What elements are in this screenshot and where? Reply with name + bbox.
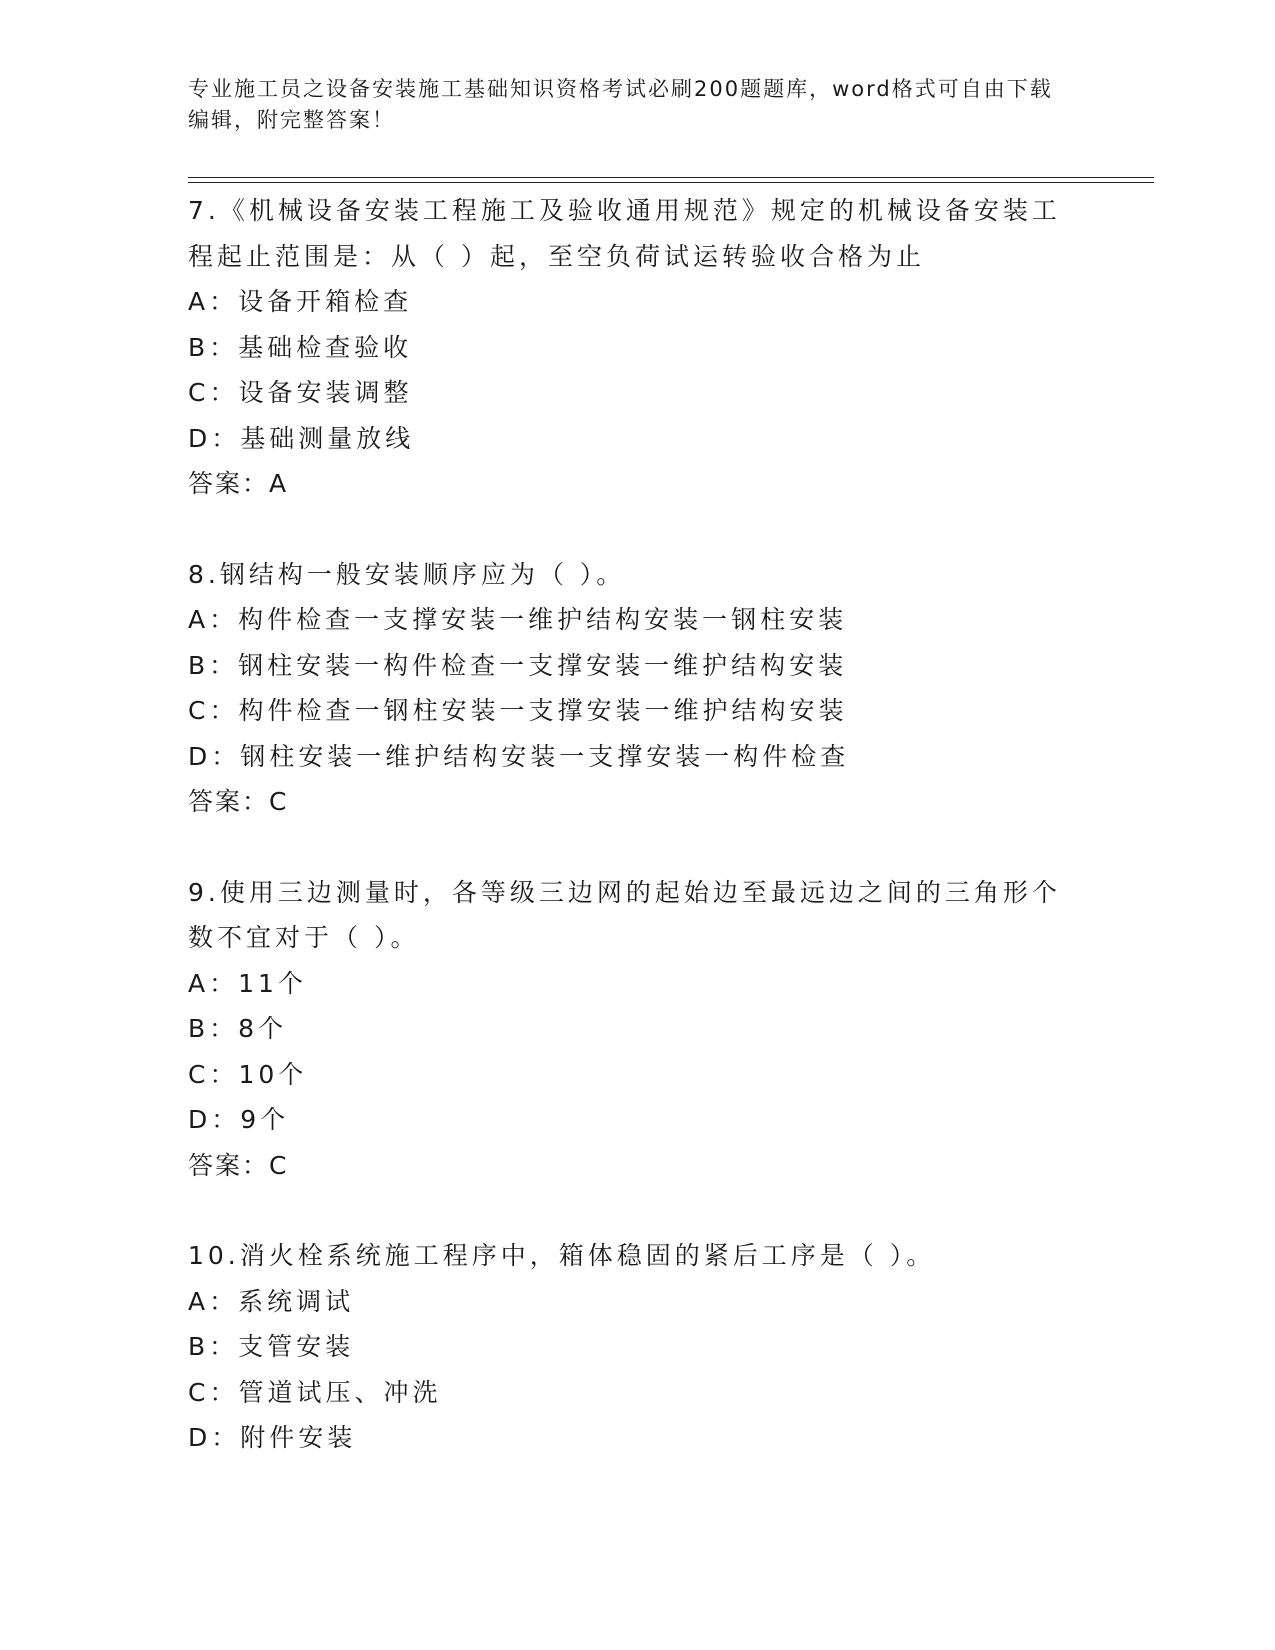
option-b: B：支管安装 xyxy=(188,1332,355,1361)
question-stem: 10.消火栓系统施工程序中，箱体稳固的紧后工序是（ ）。 xyxy=(188,1241,936,1270)
option-d: D：基础测量放线 xyxy=(188,423,415,453)
option-d: D：附件安装 xyxy=(188,1423,357,1452)
question-8 xyxy=(188,552,1088,825)
option-a: A：系统调试 xyxy=(188,1286,355,1316)
option-c: C：10个 xyxy=(188,1059,308,1089)
question-stem: 7.《机械设备安装工程施工及验收通用规范》规定的机械设备安装工程起止范围是：从（ ）起，至空负荷试运转验收合格为止 xyxy=(188,196,1061,271)
option-c: C：构件检查一钢柱安装一支撑安装一维护结构安装 xyxy=(188,696,848,725)
spacer xyxy=(188,507,1088,552)
question-list xyxy=(188,188,1088,1461)
option-b: B：钢柱安装一构件检查一支撑安装一维护结构安装 xyxy=(188,650,848,680)
option-c: C：管道试压、冲洗 xyxy=(188,1377,442,1407)
spacer xyxy=(188,1188,1088,1233)
question-10 xyxy=(188,1233,1088,1461)
question-9 xyxy=(188,870,1088,1189)
header-divider-bottom xyxy=(188,182,1154,183)
option-a: A：设备开箱检查 xyxy=(188,287,413,316)
option-c: C：设备安装调整 xyxy=(188,378,413,407)
question-stem: 9.使用三边测量时，各等级三边网的起始边至最远边之间的三角形个数不宜对于（ ）。 xyxy=(188,877,1061,952)
option-a: A：11个 xyxy=(188,968,307,998)
spacer xyxy=(188,825,1088,870)
option-b: B：8个 xyxy=(188,1014,288,1043)
header-divider-top xyxy=(188,177,1154,178)
option-a: A：构件检查一支撑安装一维护结构安装一钢柱安装 xyxy=(188,605,848,634)
option-d: D：钢柱安装一维护结构安装一支撑安装一构件检查 xyxy=(188,741,850,771)
question-7 xyxy=(188,188,1088,507)
answer-text: 答案：C xyxy=(188,787,289,816)
option-b: B：基础检查验收 xyxy=(188,332,413,362)
answer-text: 答案：A xyxy=(188,469,289,498)
question-stem: 8.钢结构一般安装顺序应为（ ）。 xyxy=(188,559,626,589)
option-d: D：9个 xyxy=(188,1105,290,1134)
document-header: 专业施工员之设备安装施工基础知识资格考试必刷200题题库，word格式可自由下载编辑，附完整答案！ xyxy=(188,77,1053,132)
answer-text: 答案：C xyxy=(188,1150,289,1180)
